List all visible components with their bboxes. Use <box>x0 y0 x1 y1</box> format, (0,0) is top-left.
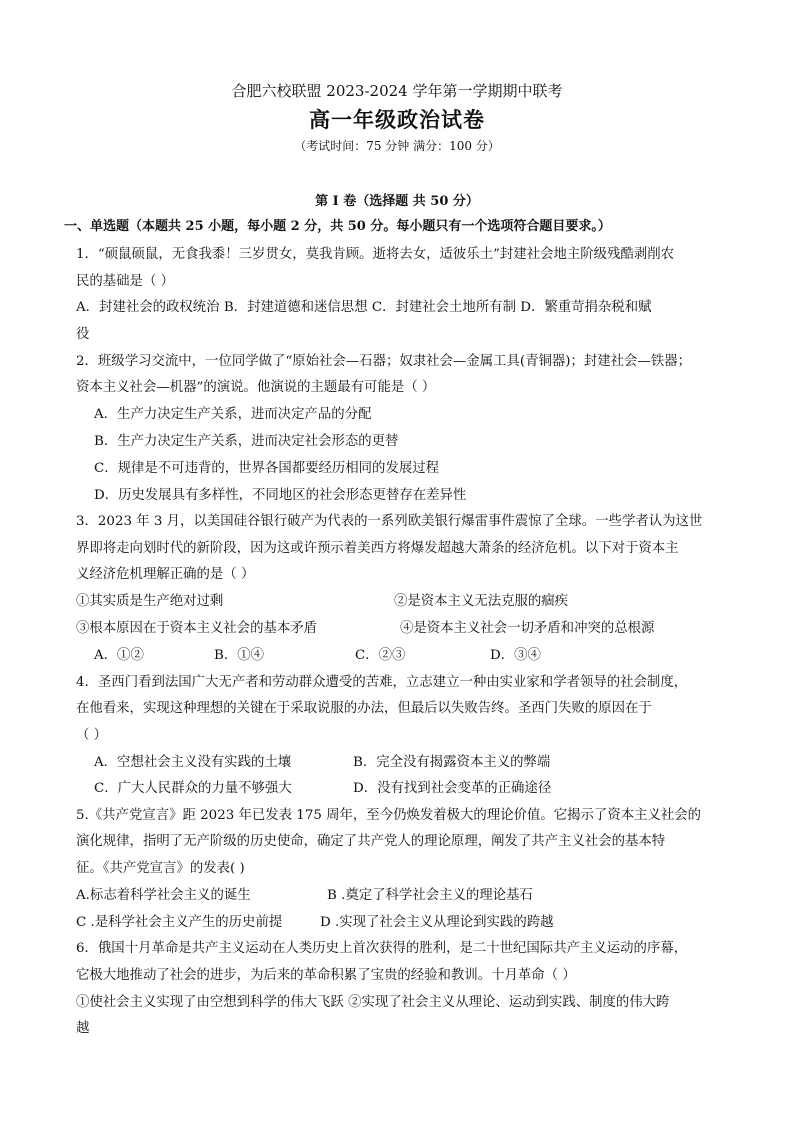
question-stem: 义经济危机理解正确的是（ ） <box>76 567 255 582</box>
option-b: B .奠定了科学社会主义的理论基石 <box>327 888 533 903</box>
statement-1: ①其实质是生产绝对过剩 <box>76 594 224 609</box>
statement-line: 越 <box>76 1021 90 1036</box>
question-stem: 3．2023 年 3 月，以美国硅谷银行破产为代表的一系列欧美银行爆雷事件震惊了全球。一些学者认为这世 <box>76 514 703 529</box>
option-b: B．生产力决定生产关系，进而决定社会形态的更替 <box>94 434 399 449</box>
question-stem: 界即将走向划时代的新阶段，因为这或许预示着美西方将爆发超越大萧条的经济危机。以下对于资本主 <box>76 541 679 556</box>
statement-4: ④是资本主义社会一切矛盾和冲突的总根源 <box>400 621 655 636</box>
question-stem: 4．圣西门看到法国广大无产者和劳动群众遭受的苦难，立志建立一种由实业家和学者领导的社会制度， <box>76 675 688 690</box>
question-stem: 征。《共产党宣言》的发表( ) <box>76 861 245 876</box>
option-c: C．②③ <box>355 648 406 663</box>
statement-2: ②是资本主义无法克服的痼疾 <box>394 594 569 609</box>
subject-title: 高一年级政治试卷 <box>309 107 485 132</box>
option-d: D．③④ <box>490 648 541 663</box>
statement-line: ①使社会主义实现了由空想到科学的伟大飞跃 ②实现了社会主义从理论、运动到实践、制度的伟大跨 <box>76 995 670 1010</box>
exam-title: 合肥六校联盟 2023-2024 学年第一学期期中联考 <box>231 82 563 100</box>
statement-3: ③根本原因在于资本主义社会的基本矛盾 <box>76 621 318 636</box>
question-stem: 5.《共产党宣言》距 2023 年已发表 175 周年，至今仍焕发着极大的理论价值。它揭示了资本主义社会的 <box>76 808 702 823</box>
question-stem: 6．俄国十月革命是共产主义运动在人类历史上首次获得的胜利，是二十世纪国际共产主义运动的序幕， <box>76 941 688 956</box>
option-d: D．历史发展具有多样性，不同地区的社会形态更替存在差异性 <box>94 488 467 503</box>
option-b: B．完全没有揭露资本主义的弊端 <box>353 755 551 770</box>
option-c: C .是科学社会主义产生的历史前提 <box>76 915 283 930</box>
option-d: D .实现了社会主义从理论到实践的跨越 <box>320 915 554 930</box>
question-options: A．封建社会的政权统治 B．封建道德和迷信思想 C．封建社会土地所有制 D．繁重苛捐杂税和赋 <box>76 300 652 315</box>
option-d: D．没有找到社会变革的正确途径 <box>353 781 552 796</box>
option-b: B．①④ <box>214 648 265 663</box>
question-stem: 它极大地推动了社会的进步，为后来的革命积累了宝贵的经验和教训。十月革命（ ） <box>76 968 576 983</box>
question-stem: 在他看来，实现这种理想的关键在于采取说服的办法，但最后以失败告终。圣西门失败的原因在于 <box>76 701 652 716</box>
option-a: A．生产力决定生产关系，进而决定产品的分配 <box>94 407 372 422</box>
option-a: A.标志着科学社会主义的诞生 <box>76 888 251 903</box>
option-c: C．广大人民群众的力量不够强大 <box>94 781 292 796</box>
exam-info: （考试时间：75 分钟 满分：100 分） <box>294 139 500 153</box>
question-stem: 1．“硕鼠硕鼠，无食我黍！三岁贯女，莫我肯顾。逝将去女，适彼乐土”封建社会地主阶级残酷剥削农 <box>76 247 675 262</box>
question-stem: 2．班级学习交流中，一位同学做了“原始社会—石器；奴隶社会—金属工具(青铜器)；封建社会—铁器； <box>76 354 691 369</box>
option-a: A．空想社会主义没有实践的土壤 <box>94 755 292 770</box>
question-stem: 民的基础是（ ） <box>76 274 174 289</box>
question-stem: 资本主义社会—机器”的演说。他演说的主题最有可能是（ ） <box>76 380 436 395</box>
part-title: 第 I 卷（选择题 共 50 分） <box>315 194 479 209</box>
option-a: A．①② <box>94 648 144 663</box>
question-options: 役 <box>76 327 90 342</box>
question-stem: （ ） <box>76 728 108 743</box>
option-c: C．规律是不可违背的，世界各国都要经历相同的发展过程 <box>94 461 440 476</box>
question-stem: 演化规律，指明了无产阶级的历史使命，确定了共产党人的理论原理，阐发了共产主义社会的基本特 <box>76 834 666 849</box>
section-title: 一、单选题（本题共 25 小题，每小题 2 分，共 50 分。每小题只有一个选项符合题目要求。） <box>64 219 611 234</box>
